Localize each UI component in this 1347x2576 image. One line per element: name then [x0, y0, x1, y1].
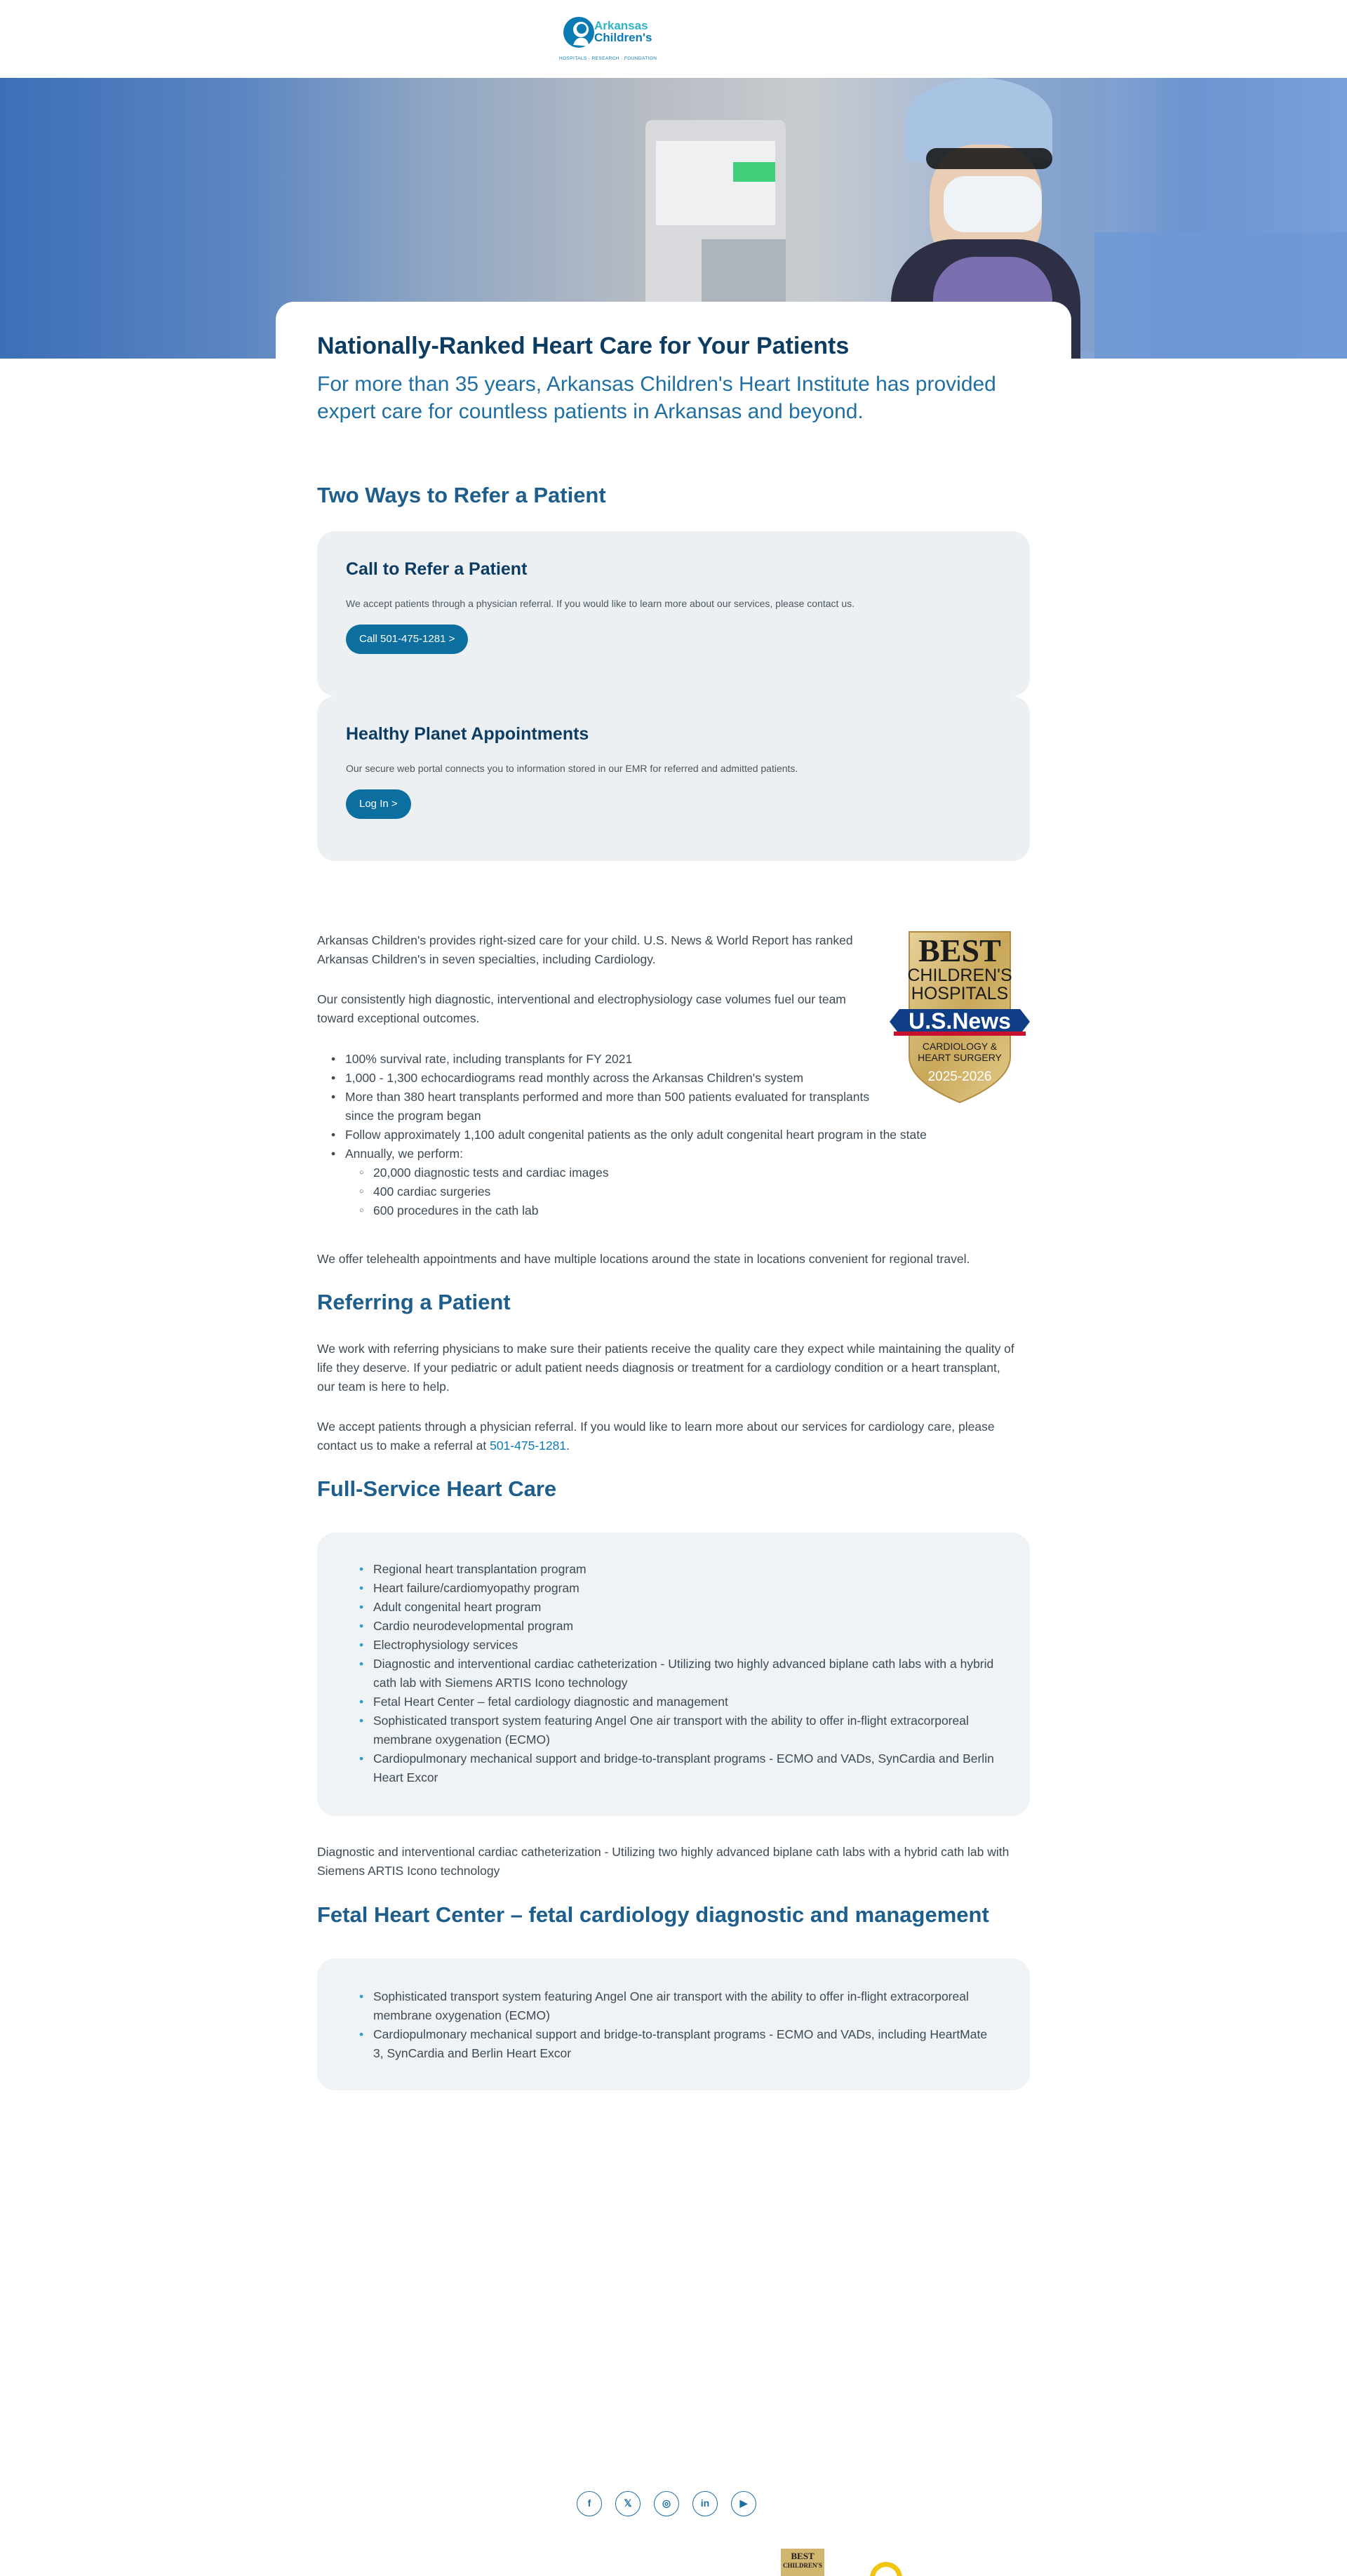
fetal-list	[345, 1987, 998, 2063]
refer-heading: Two Ways to Refer a Patient	[317, 483, 606, 507]
social-links	[577, 2491, 773, 2519]
referral-phone-link[interactable]: 501-475-1281	[490, 1439, 567, 1453]
svg-text:CHILDREN'S: CHILDREN'S	[907, 966, 1012, 985]
telehealth-paragraph: We offer telehealth appointments and have multiple locations around the state in locations convenient for regional travel.	[317, 1252, 970, 1266]
svg-text:U.S.News: U.S.News	[909, 1008, 1011, 1034]
full-service-card	[317, 1533, 1030, 1816]
list-item: • Sophisticated transport system featuring Angel One air transport with the ability to offer in-flight extracorporeal membrane oxygenation (ECMO)	[345, 1987, 998, 2025]
list-item: • 1,000 - 1,300 echocardiograms read monthly across the Arkansas Children's system	[317, 1069, 1033, 1088]
stats-list	[317, 1050, 1033, 1220]
list-item-label: Annually, we perform:	[345, 1147, 463, 1161]
list-item: • More than 380 heart transplants performed and more than 500 patients evaluated for transplants since the program began	[317, 1088, 871, 1126]
logo-line-1: Arkansas	[594, 19, 648, 32]
list-item: • Cardiopulmonary mechanical support and bridge-to-transplant programs - ECMO and VADs, SynCardia and Berlin Heart Excor	[345, 1749, 998, 1787]
list-item-annual	[317, 1144, 1033, 1220]
list-item: • Follow approximately 1,100 adult congenital patients as the only adult congenital heart program in the state	[317, 1126, 1033, 1144]
list-item: • 100% survival rate, including transplants for FY 2021	[317, 1050, 1033, 1069]
list-item: • Cardio neurodevelopmental program	[345, 1617, 998, 1636]
about-paragraph-2: Our consistently high diagnostic, interventional and electrophysiology case volumes fuel our team toward exceptional outcomes.	[317, 992, 846, 1025]
call-refer-card	[317, 531, 1030, 696]
footer-best-childrens-badge: BEST CHILDREN'S	[781, 2549, 824, 2576]
svg-text:HEART SURGERY: HEART SURGERY	[918, 1052, 1002, 1063]
about-paragraph-1: Arkansas Children's provides right-sized care for your child. U.S. News & World Report has ranked Arkansas Children's in seven specialties, including Cardiology.	[317, 933, 853, 966]
svg-text:BEST: BEST	[918, 933, 1001, 968]
x-icon[interactable]: 𝕏	[615, 2491, 641, 2516]
card-text: We accept patients through a physician referral. If you would like to learn more about our services, please contact us.	[346, 598, 855, 609]
full-service-heading: Full-Service Heart Care	[317, 1476, 557, 1501]
annual-sublist	[345, 1163, 1033, 1220]
facebook-icon[interactable]: f	[577, 2491, 602, 2516]
log-in-button[interactable]: Log In >	[346, 789, 411, 819]
list-item: • Regional heart transplantation program	[345, 1560, 998, 1579]
full-service-list	[345, 1560, 998, 1787]
list-item: • Sophisticated transport system featuring Angel One air transport with the ability to offer in-flight extracorporeal membrane oxygenation (ECMO)	[345, 1711, 998, 1749]
logo-line-2: Children's	[594, 31, 652, 44]
fetal-card	[317, 1958, 1030, 2090]
page-title: Nationally-Ranked Heart Care for Your Patients	[317, 333, 850, 359]
list-item: • Adult congenital heart program	[345, 1598, 998, 1617]
list-item: • Heart failure/cardiomyopathy program	[345, 1579, 998, 1598]
sub-list-item: ○ 600 procedures in the cath lab	[345, 1201, 1033, 1220]
svg-text:CARDIOLOGY &: CARDIOLOGY &	[922, 1041, 998, 1052]
referring-paragraph-2: We accept patients through a physician referral. If you would like to learn more about our services for cardiology care, please contact us to make a referral at 501-475-1281.	[317, 1420, 995, 1453]
svg-text:2025-2026: 2025-2026	[927, 1069, 992, 1084]
list-item: • Cardiopulmonary mechanical support and bridge-to-transplant programs - ECMO and VADs, including HeartMate 3, SynCardia and Berlin Heart Excor	[345, 2025, 998, 2063]
card-title: Healthy Planet Appointments	[346, 724, 589, 744]
child-silhouette-icon	[562, 14, 598, 53]
page-subtitle: For more than 35 years, Arkansas Children's Heart Institute has provided expert care for countless patients in Arkansas and beyond.	[317, 373, 996, 423]
arkansas-childrens-logo[interactable]	[558, 13, 663, 66]
call-refer-button[interactable]: Call 501-475-1281 >	[346, 625, 468, 654]
logo-wordmark	[594, 20, 652, 44]
card-text: Our secure web portal connects you to information stored in our EMR for referred and admitted patients.	[346, 763, 798, 774]
card-title: Call to Refer a Patient	[346, 559, 528, 579]
healthy-planet-card	[317, 696, 1030, 861]
referring-paragraph-1: We work with referring physicians to make sure their patients receive the quality care they expect while maintaining the quality of life they deserve. If your pediatric or adult patient needs diagnosis or treatment for a cardiology condition or a heart transplant, our team is here to help.	[317, 1342, 1014, 1394]
youtube-icon[interactable]: ▶	[731, 2491, 756, 2516]
instagram-icon[interactable]: ◎	[654, 2491, 679, 2516]
referring-heading: Referring a Patient	[317, 1290, 511, 1314]
svg-text:HOSPITALS: HOSPITALS	[911, 984, 1009, 1003]
sub-list-item: ○ 20,000 diagnostic tests and cardiac images	[345, 1163, 1033, 1182]
footer-award-ring-icon	[870, 2562, 902, 2576]
sub-list-item: ○ 400 cardiac surgeries	[345, 1182, 1033, 1201]
list-item: • Fetal Heart Center – fetal cardiology diagnostic and management	[345, 1693, 998, 1711]
site-header	[0, 0, 1347, 78]
list-item: • Electrophysiology services	[345, 1636, 998, 1655]
fetal-heading: Fetal Heart Center – fetal cardiology diagnostic and management	[317, 1902, 989, 1927]
list-item: • Diagnostic and interventional cardiac catheterization - Utilizing two highly advanced biplane cath labs with a hybrid cath lab with Siemens ARTIS Icono technology	[345, 1655, 998, 1693]
catheterization-paragraph: Diagnostic and interventional cardiac catheterization - Utilizing two highly advanced biplane cath labs with a hybrid cath lab with Siemens ARTIS Icono technology	[317, 1845, 1010, 1878]
logo-tagline: HOSPITALS · RESEARCH · FOUNDATION	[559, 56, 657, 61]
linkedin-icon[interactable]: in	[692, 2491, 718, 2516]
